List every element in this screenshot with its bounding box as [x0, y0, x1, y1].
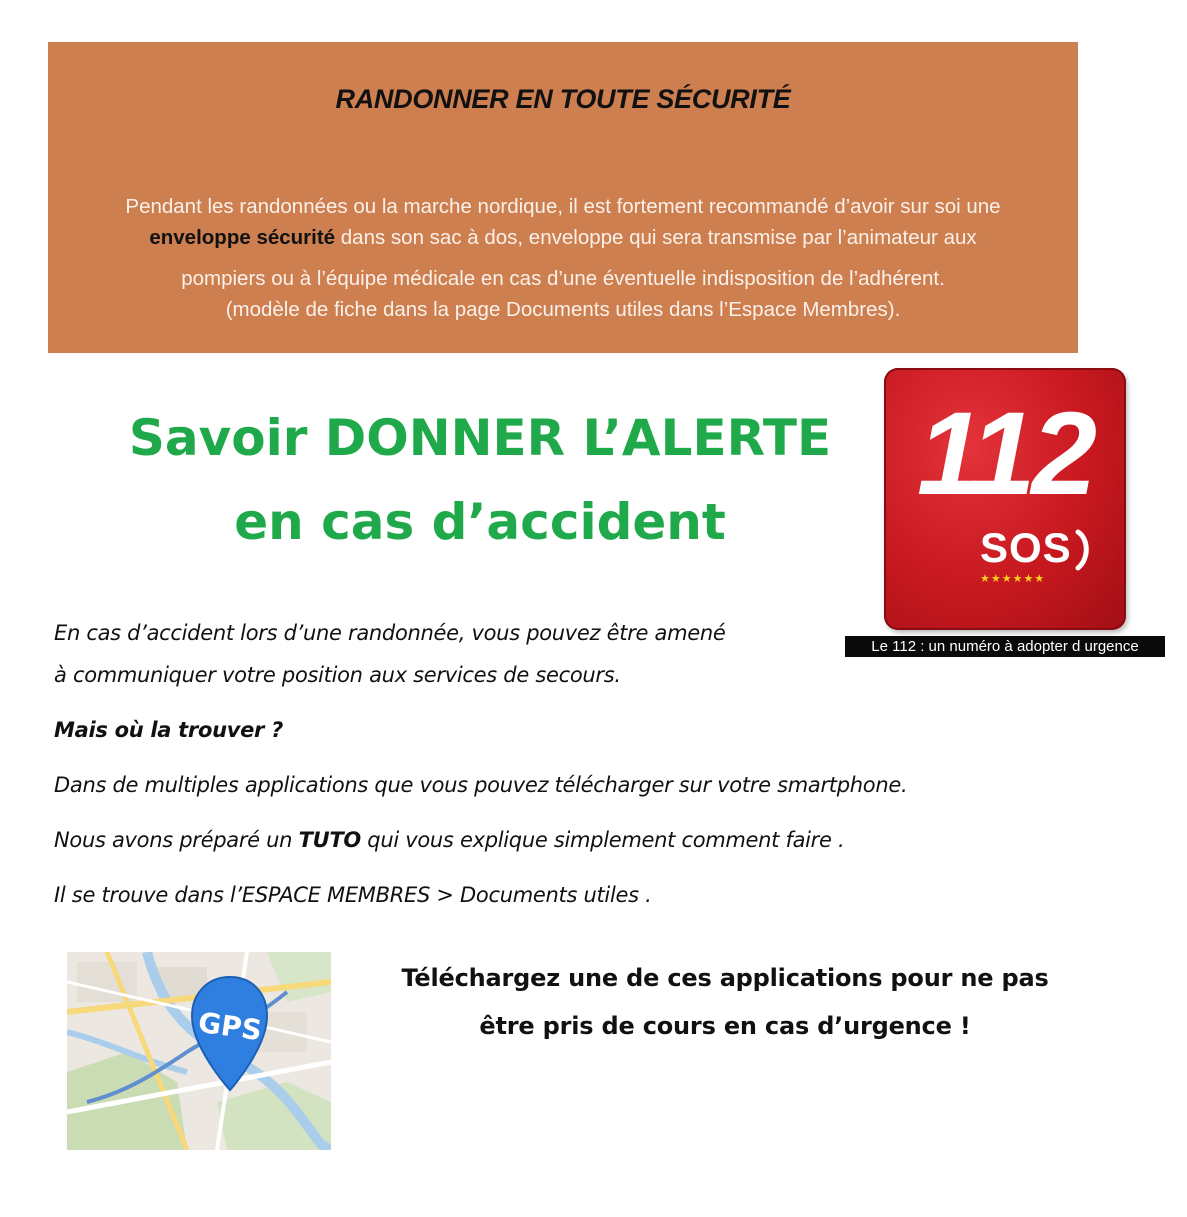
sos-caption: Le 112 : un numéro à adopter d urgence — [845, 636, 1165, 657]
map-illustration — [67, 952, 331, 1150]
cta-line-1: Téléchargez une de ces applications pour ne pas — [401, 964, 1049, 992]
alert-title-line-2: en cas d’accident — [234, 493, 726, 551]
banner-line-2-rest: dans son sac à dos, enveloppe qui sera transmise par l’animateur aux — [335, 226, 977, 249]
body-line-4 — [54, 828, 844, 852]
sos-word: SOS — [980, 524, 1072, 571]
gps-map-image — [67, 952, 331, 1150]
body-line-3: Dans de multiples applications que vous pouvez télécharger sur votre smartphone. — [54, 773, 908, 797]
safety-banner — [48, 42, 1078, 353]
body-line-1: En cas d’accident lors d’une randonnée, vous pouvez être amené — [54, 621, 726, 645]
phone-icon — [1072, 528, 1094, 572]
gps-label: GPS — [196, 1005, 264, 1048]
alert-title-line-1: Savoir DONNER L’ALERTE — [128, 409, 832, 467]
cta-line-2: être pris de cours en cas d’urgence ! — [479, 1012, 971, 1040]
banner-line-1: Pendant les randonnées ou la marche nordique, il est fortement recommandé d’avoir sur soi une — [125, 195, 1001, 218]
banner-title: RANDONNER EN TOUTE SÉCURITÉ — [335, 84, 791, 114]
body-question — [54, 718, 283, 742]
sos-stars: ★★★★★★ — [980, 573, 1046, 585]
banner-line-2 — [48, 222, 1078, 254]
banner-line-2-bold: enveloppe sécurité — [149, 226, 336, 249]
banner-line-3: pompiers ou à l’équipe médicale en cas d’une éventuelle indisposition de l’adhérent. — [181, 267, 945, 290]
tuto-text: TUTO — [298, 828, 361, 852]
sos-112-logo — [884, 368, 1126, 630]
body-line-2: à communiquer votre position aux services de secours. — [54, 663, 621, 687]
body-line-4-pre: Nous avons préparé un — [54, 828, 299, 852]
body-line-4-post: qui vous explique simplement comment faire . — [360, 828, 845, 852]
question-text: Mais où la trouver ? — [54, 718, 283, 742]
body-line-5: Il se trouve dans l’ESPACE MEMBRES > Documents utiles . — [54, 883, 652, 907]
sos-number: 112 — [916, 388, 1094, 520]
banner-line-4: (modèle de fiche dans la page Documents utiles dans l’Espace Membres). — [225, 298, 901, 321]
